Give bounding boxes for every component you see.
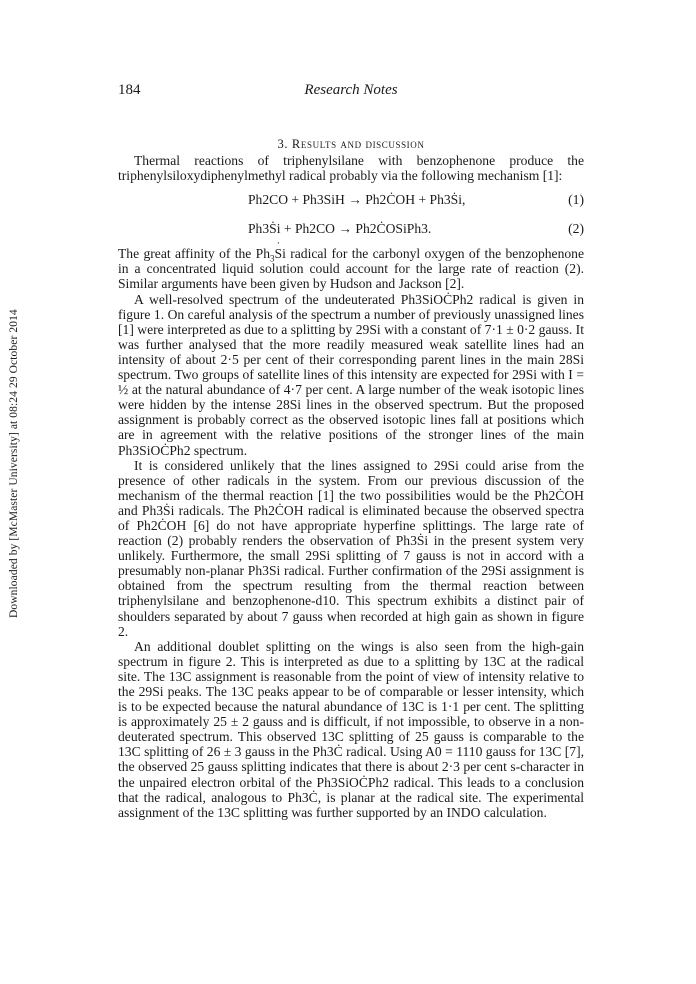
download-notice: Downloaded by [McMaster University] at 08:24 29 October 2014 (8, 309, 20, 618)
equation-1-expression: Ph2CO + Ph3SiH → Ph2ĊOH + Ph3Ṡi, (248, 192, 466, 208)
paragraph-spectrum: A well-resolved spectrum of the undeuterated Ph3SiOĊPh2 radical is given in figure 1. On careful analysis of the spectrum a number of previously unassigned lines [1] were interpreted as due to a splitting by 29Si with a constant of 7·1 ± 0·2 gauss. It was further analysed that the more readily measured weak satellite lines had an intensity of about 2·5 per cent of their corresponding parent lines in the main 28Si spectrum. Two groups of satellite lines of this intensity are expected for 29Si with I = ½ at the natural abundance of 4·7 per cent. A large number of the weak isotopic lines were hidden by the intense 28Si lines in the observed spectrum. But the proposed assignment is probably correct as the observed isotopic lines fall at positions which are in agreement with the relative positions of the stronger lines of the main Ph3SiOĊPh2 spectrum. (118, 291, 584, 458)
page-header (118, 82, 584, 102)
paragraph-affinity-end: radical for the carbonyl oxygen of the benzophenone in a concentrated liquid solution could account for the large rate of reaction (2). Similar arguments have been given by Hudson and Jackson [2]. (118, 246, 584, 292)
section-heading: 3. Results and discussion (277, 137, 425, 151)
paragraph-affinity: The great affinity of the $Ph_3S$ ˙i radical for the carbonyl oxygen of the benzophenone in a concentrated liquid solution could account for the large rate of reaction (2). Similar arguments have been given by Hudson and Jackson [2]. (118, 246, 584, 291)
equation-2-expression: Ph3Ṡi + Ph2CO → Ph2ĊOSiPh3. (248, 221, 432, 237)
running-title: Research Notes (304, 82, 398, 98)
paragraph-radicals: It is considered unlikely that the lines assigned to 29Si could arise from the presence of other radicals in the system. From our previous discussion of the mechanism of the thermal reaction [1] the two possibilities would be the Ph2ĊOH and Ph3Ṡi radicals. The Ph2ĊOH radical is eliminated because the observed spectra of Ph2ĊOH [6] do not have appropriate hyperfine splittings. The large rate of reaction (2) probably renders the observation of Ph3Ṡi in the present system very unlikely. Furthermore, the small 29Si splitting of 7 gauss is not in accord with a presumably non-planar Ph3Si radical. Further confirmation of the 29Si assignment is obtained from the spectrum resulting from the thermal reaction between triphenylsilane and benzophenone-d10. This spectrum exhibits a distinct pair of shoulders separated by about 7 gauss when recorded at high gain as shown in figure 2. (118, 457, 584, 639)
equation-2-number: (2) (568, 221, 584, 237)
equation-1 (118, 188, 584, 212)
article-body (118, 137, 584, 820)
equation-2 (118, 217, 584, 241)
paragraph-affinity-start: The great affinity of the Ph (118, 246, 271, 262)
page-number: 184 (118, 82, 141, 98)
equation-1-number: (1) (568, 192, 584, 208)
paragraph-intro: Thermal reactions of triphenylsilane with benzophenone produce the triphenylsiloxydiphenylmethyl radical probably via the following mechanism [1]: (118, 153, 584, 184)
equation-block (118, 188, 584, 241)
paragraph-carbon-splitting: An additional doublet splitting on the wings is also seen from the high-gain spectrum in figure 2. This is interpreted as due to a splitting by 13C at the radical site. The 13C assignment is reasonable from the point of view of intensity relative to the 29Si peaks. The 13C peaks appear to be of comparable or lesser intensity, which is to be expected because the natural abundance of 13C is 1·1 per cent. The splitting is approximately 25 ± 2 gauss and is difficult, if not impossible, to observe in a non-deuterated spectrum. This observed 13C splitting of 25 gauss is comparable to the 13C splitting of 26 ± 3 gauss in the Ph3Ċ radical. Using A0 = 1110 gauss for 13C [7], the observed 25 gauss splitting indicates that there is about 2·3 per cent s-character in the unpaired electron orbital of the Ph3SiOĊPh2 radical. This leads to a conclusion that the radical, analogous to Ph3Ċ, is planar at the radical site. The experimental assignment of the 13C splitting was further supported by an INDO calculation. (118, 638, 584, 820)
